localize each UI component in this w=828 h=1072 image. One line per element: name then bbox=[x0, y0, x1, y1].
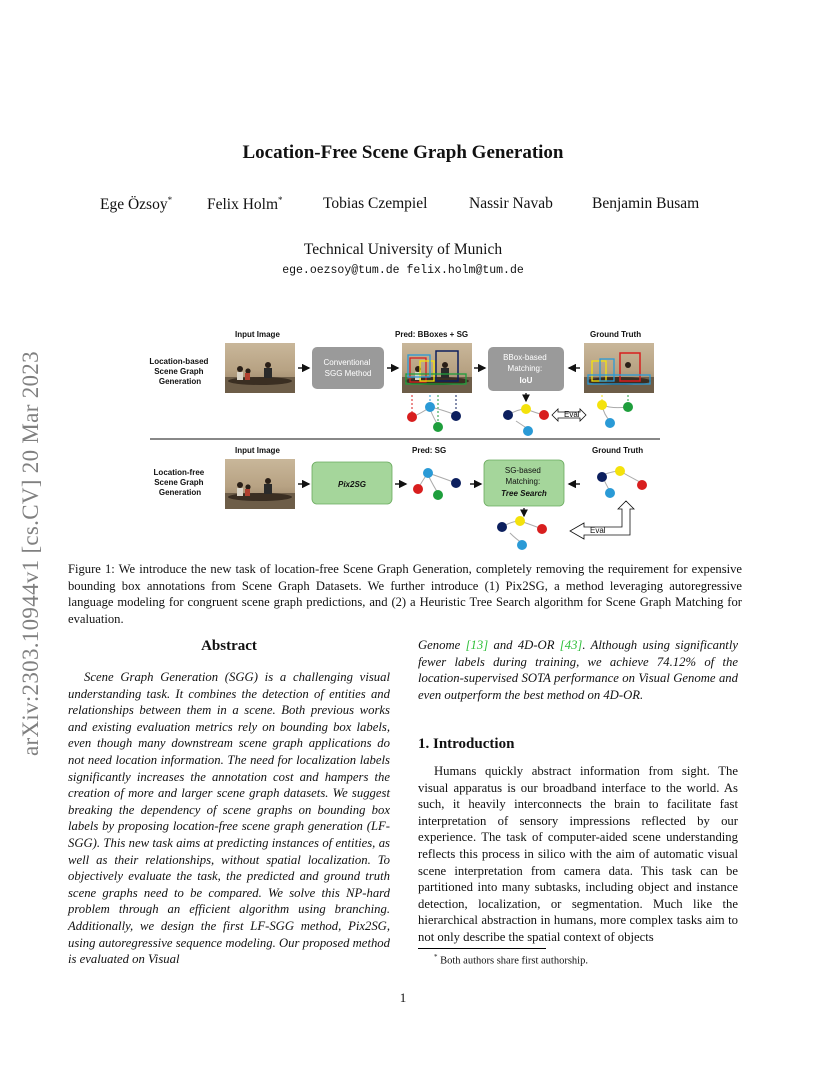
svg-text:SG-based Matching: Tre: SG-based Matching: Tree Search bbox=[501, 466, 547, 498]
label-gt-bottom: Ground Truth bbox=[592, 446, 644, 455]
abstract-body: Scene Graph Generation (SGG) is a challenging visual understanding task. It combines the detection of entities and relationships between them in a scene. Both previous works and existing evaluation metrics rely on bounding box labels, even though many downstream scene graph applications do not need location information. The need for localization labels significantly increases the annotation cost and hampers the creation of more and larger scene graph datasets. We suggest breaking the dependency of scene graphs on bounding box labels by proposing location-free scene graph generation (LF-SGG). This new task aims at predicting instances of entities, as well as their relationships, without spatial localization. To objectively evaluate the task, the predicted and ground truth scene graphs need to be compared. We solve this NP-hard problem through an efficient algorithm using branching. Additionally, we design the first LF-SGG method, Pix2SG, using autoregressive sequence modeling. Our proposed method is evaluated on Visual bbox=[68, 670, 390, 967]
gt-scene-graph-top bbox=[597, 395, 633, 428]
introduction-body: Humans quickly abstract information from sight. The visual apparatus is our broadband interface to the world. As such, it heavily interconnects the brain to facilitate fast interpretation of sensory impressions reflected by our experience. The task of computer-aided scene understanding reflects this process in silico with the aim of automatic visual scene interpretation from camera data. This task can be partitioned into many subtasks, including object and instance detection, localization, or segmentation. Much like the hierarchical abstraction in humans, more complex tasks aim to not only describe the spatial context of objects bbox=[418, 764, 738, 944]
svg-text:Eval: Eval bbox=[564, 410, 580, 419]
gt-scene-graph-bottom bbox=[597, 466, 647, 498]
paper-title: Location-Free Scene Graph Generation bbox=[242, 142, 564, 163]
row-label-location-free: Location-free Scene Graph Generation bbox=[153, 468, 205, 497]
author-name: Benjamin Busam bbox=[592, 195, 700, 212]
row-label-location-based: Location-based Scene Graph Generation bbox=[149, 357, 209, 386]
pred-image-bboxes bbox=[402, 343, 472, 393]
figure-1-diagram bbox=[140, 325, 670, 550]
author-name: Ege Özsoy* bbox=[100, 195, 173, 214]
section-heading-introduction: 1. Introduction bbox=[418, 736, 515, 752]
input-image-bottom bbox=[225, 459, 295, 509]
citation-link[interactable]: [13] bbox=[465, 638, 489, 652]
arxiv-identifier: arXiv:2303.10944v1 [cs.CV] 20 Mar 2023 bbox=[18, 351, 43, 756]
affiliation: Technical University of Munich bbox=[303, 241, 503, 258]
abstract-continuation: Genome [13] and 4D-OR [43]. Although using significantly fewer labels during training, we achieve 74.12% of the location-supervised SOTA performance on Visual Genome and even outperform the best method on 4D-OR. bbox=[418, 638, 738, 702]
pred-scene-graph-bottom bbox=[413, 468, 461, 500]
svg-text:Eval: Eval bbox=[590, 526, 606, 535]
author-emails: ege.oezsoy@tum.de felix.holm@tum.de bbox=[282, 264, 524, 277]
pred-scene-graph-top bbox=[407, 395, 461, 432]
author-name: Nassir Navab bbox=[469, 195, 553, 212]
matched-graph-bottom bbox=[497, 508, 547, 550]
svg-text:Pix2SG: Pix2SG bbox=[337, 480, 367, 489]
author-name: Felix Holm* bbox=[207, 195, 283, 214]
label-pred-sg: Pred: SG bbox=[412, 446, 447, 455]
label-gt-top: Ground Truth bbox=[590, 330, 642, 339]
input-image-top bbox=[225, 343, 295, 393]
ground-truth-image-top bbox=[584, 343, 654, 393]
matched-graph-top bbox=[503, 393, 549, 436]
footnote-rule bbox=[418, 948, 546, 949]
figure-caption: Figure 1: We introduce the new task of location-free Scene Graph Generation, completely removing the requirement for expensive bounding box annotations from Scene Graph Datasets. We further introduce (1) Pix2SG, a method leveraging autoregressive language modeling for congruent scene graph predictions, and (2) a Heuristic Tree Search algorithm for Scene Graph Matching for evaluation. bbox=[68, 562, 742, 626]
page-number: 1 bbox=[399, 990, 407, 1005]
label-input-image-bottom: Input Image bbox=[235, 446, 280, 455]
footnote: * Both authors share first authorship. bbox=[434, 953, 588, 967]
author-name: Tobias Czempiel bbox=[323, 195, 428, 212]
citation-link[interactable]: [43] bbox=[559, 638, 583, 652]
label-pred-top: Pred: BBoxes + SG bbox=[395, 330, 469, 339]
conventional-sgg-box bbox=[312, 347, 384, 389]
abstract-heading: Abstract bbox=[201, 638, 257, 654]
svg-text:BBox-based Matching: I: BBox-based Matching: IoU bbox=[503, 353, 547, 385]
label-input-image-top: Input Image bbox=[235, 330, 280, 339]
svg-text:Conventional SGG Method: Conventional SGG Method bbox=[323, 358, 372, 378]
